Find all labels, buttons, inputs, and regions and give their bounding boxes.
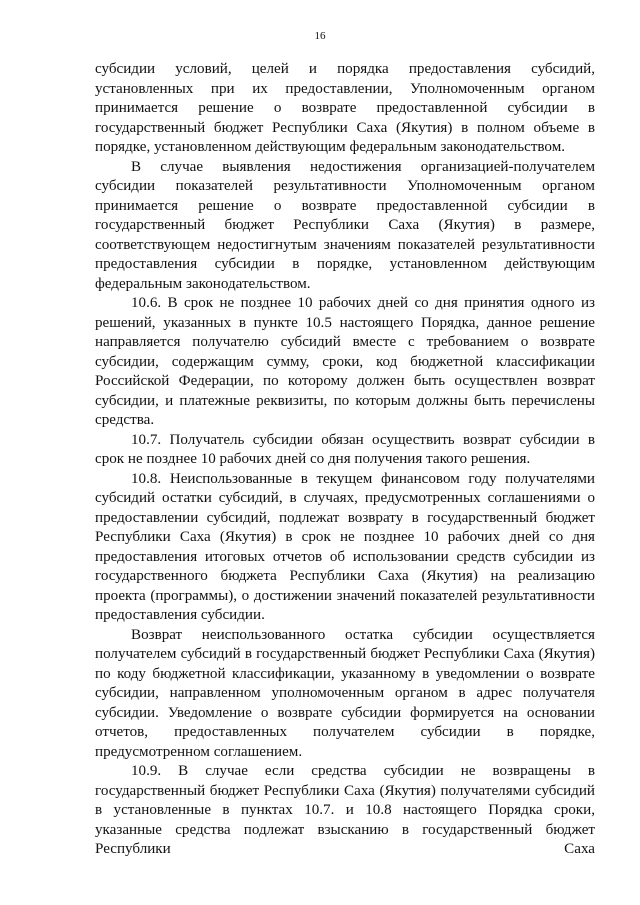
- paragraph-10-8: 10.8. Неиспользованные в текущем финансовом году получателями субсидий остатки субсидий, в случаях, предусмотренных соглашениями о предоставлении субсидий, подлежат возврату в государственный бюджет Республики Саха (Якутия) в срок не позднее 10 рабочих дней со дня предоставления итоговых отчетов об использовании средств субсидии из государственного бюджета Республики Саха (Якутия) на реализацию проекта (программы), о достижении значений показателей результативности предоставления субсидии.: [95, 470, 595, 623]
- paragraph-10-6: 10.6. В срок не позднее 10 рабочих дней со дня принятия одного из решений, указанных в пункте 10.5 настоящего Порядка, данное решение направляется получателю субсидий вместе с требованием о возврате субсидии, содержащим сумму, сроки, код бюджетной классификации Российской Федерации, по которому должен быть осуществлен возврат субсидии, и платежные реквизиты, по которым должны быть перечислены средства.: [95, 295, 595, 428]
- paragraph-10-9: 10.9. В случае если средства субсидии не возвращены в государственный бюджет Республики Саха (Якутия) получателями субсидий в установленные в пунктах 10.7. и 10.8 настоящего Порядка сроки, указанные средства подлежат взысканию в государственный бюджет Республики Саха: [95, 763, 595, 857]
- paragraph-return-decision: субсидии условий, целей и порядка предоставления субсидий, установленных при их предоставлении, Уполномоченным органом принимается решение о возврате предоставленной субсидии в государственный бюджет Республики Саха (Якутия) в полном объеме в порядке, установленном действующим федеральным законодательством.: [95, 61, 595, 155]
- paragraph-10-7: 10.7. Получатель субсидии обязан осуществить возврат субсидии в срок не позднее 10 рабочих дней со дня получения такого решения.: [95, 431, 595, 467]
- document-body: [95, 60, 595, 860]
- paragraph-performance-shortfall: В случае выявления недостижения организацией-получателем субсидии показателей результативности Уполномоченным органом принимается решение о возврате предоставленной субсидии в государственный бюджет Республики Саха (Якутия) в размере, соответствующем недостигнутым значениям показателей результативности предоставления субсидии в порядке, установленном действующим федеральным законодательством.: [95, 158, 595, 292]
- page-number: 16: [314, 30, 326, 42]
- paragraph-unused-balance-return: Возврат неиспользованного остатка субсидии осуществляется получателем субсидий в государственный бюджет Республики Саха (Якутия) по коду бюджетной классификации, указанному в уведомлении о возврате субсидии, направленном уполномоченным органом в адрес получателя субсидии. Уведомление о возврате субсидии формируется на основании отчетов, предоставленных получателем субсидии в порядке, предусмотренном соглашением.: [95, 626, 595, 760]
